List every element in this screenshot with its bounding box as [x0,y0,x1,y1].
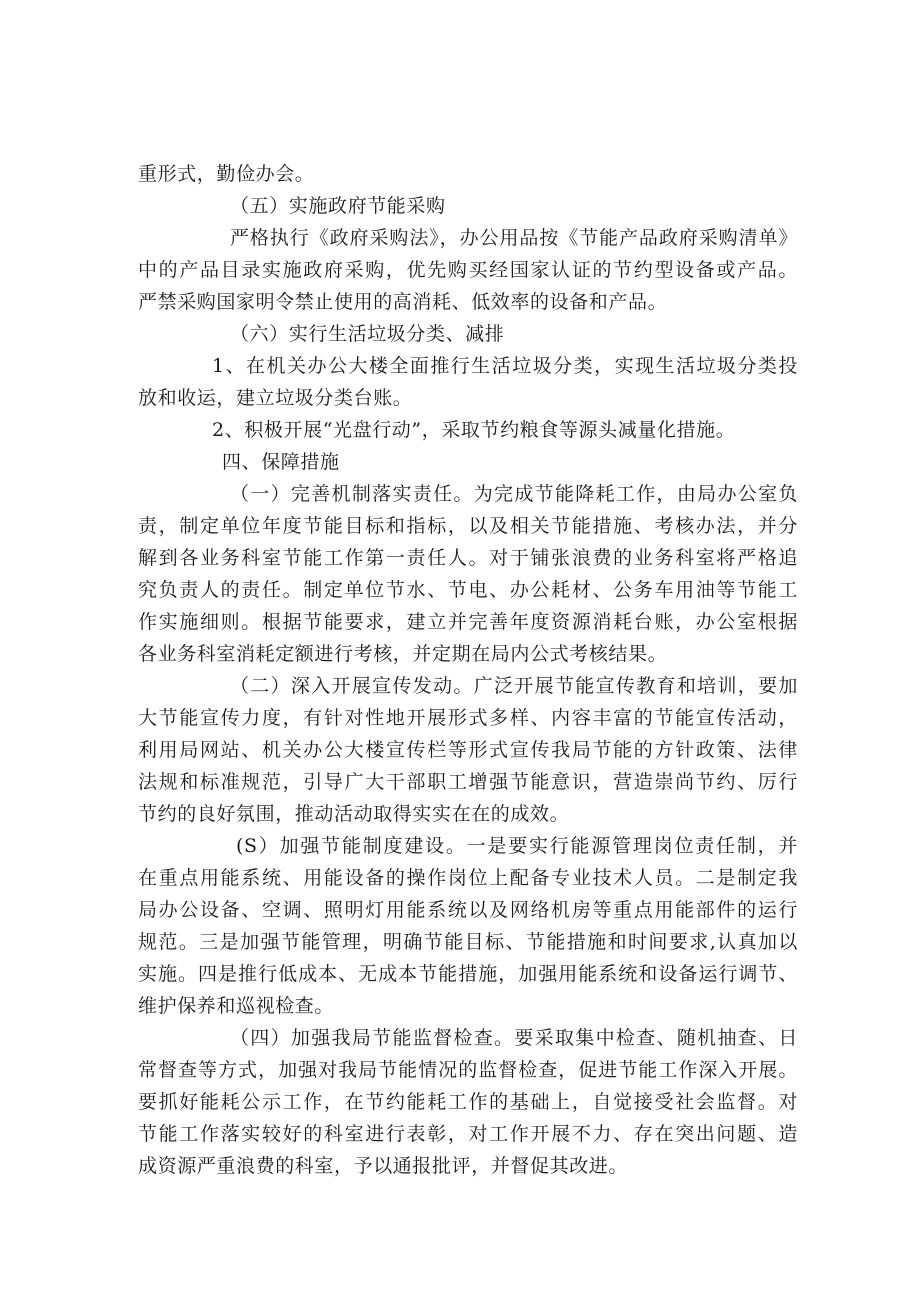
paragraph-line: 在重点用能系统、用能设备的操作岗位上配备专业技术人员。二是制定我 [138,867,798,889]
paragraph-line: 责，制定单位年度节能目标和指标，以及相关节能措施、考核办法，并分 [138,515,798,537]
paragraph-line: 维护保养和巡视检查。 [138,995,335,1017]
paragraph-line: （一）完善机制落实责任。为完成节能降耗工作，由局办公室负 [230,483,798,505]
paragraph-line: 2、积极开展“光盘行动”，采取节约粮食等源头减量化措施。 [212,419,736,441]
paragraph-line: 作实施细则。根据节能要求，建立并完善年度资源消耗台账，办公室根据 [138,611,798,633]
paragraph-line: 利用局网站、机关办公大楼宣传栏等形式宣传我局节能的方针政策、法律 [138,739,798,761]
paragraph-line: 常督查等方式，加强对我局节能情况的监督检查，促进节能工作深入开展。 [138,1059,798,1081]
paragraph-line: 实施。四是推行低成本、无成本节能措施，加强用能系统和设备运行调节、 [138,963,798,985]
paragraph-line: (S）加强节能制度建设。一是要实行能源管理岗位责任制，并 [236,835,798,857]
paragraph-line: 节能工作落实较好的科室进行表彰，对工作开展不力、存在突出问题、造 [138,1123,798,1145]
paragraph-line: 成资源严重浪费的科室，予以通报批评，并督促其改进。 [138,1155,629,1177]
paragraph-line: 究负责人的责任。制定单位节水、节电、办公耗材、公务车用油等节能工 [138,579,798,601]
paragraph-line: （四）加强我局节能监督检查。要采取集中检查、随机抽查、日 [230,1027,798,1049]
paragraph-line: 解到各业务科室节能工作第一责任人。对于铺张浪费的业务科室将严格追 [138,547,798,569]
paragraph-line: 法规和标准规范，引导广大干部职工增强节能意识，营造崇尚节约、厉行 [138,771,798,793]
paragraph-line: 严禁采购国家明令禁止使用的高消耗、低效率的设备和产品。 [138,291,668,313]
paragraph-line: 放和收运，建立垃圾分类台账。 [138,387,413,409]
paragraph-line: 严格执行《政府采购法》，办公用品按《节能产品政府采购清单》 [230,227,798,249]
section-heading: （六）实行生活垃圾分类、减排 [230,323,505,345]
paragraph-line: 重形式，勤俭办会。 [138,163,315,185]
paragraph-line: 1、在机关办公大楼全面推行生活垃圾分类，实现生活垃圾分类投 [212,355,798,377]
paragraph-line: 中的产品目录实施政府采购，优先购买经国家认证的节约型设备或产品。 [138,259,798,281]
section-heading: （五）实施政府节能采购 [230,195,446,217]
section-heading: 四、保障措施 [222,451,340,473]
paragraph-line: 各业务科室消耗定额进行考核，并定期在局内公式考核结果。 [138,643,668,665]
paragraph-line: （二）深入开展宣传发动。广泛开展节能宣传教育和培训，要加 [230,675,798,697]
paragraph-line: 要抓好能耗公示工作，在节约能耗工作的基础上，自觉接受社会监督。对 [138,1091,798,1113]
paragraph-line: 局办公设备、空调、照明灯用能系统以及网络机房等重点用能部件的运行 [138,899,798,921]
document-body [138,158,798,1182]
paragraph-line: 规范。三是加强节能管理，明确节能目标、节能措施和时间要求,认真加以 [138,931,798,953]
paragraph-line: 大节能宣传力度，有针对性地开展形式多样、内容丰富的节能宣传活动， [138,707,798,729]
paragraph-line: 节约的良好氛围，推动活动取得实实在在的成效。 [138,803,570,825]
